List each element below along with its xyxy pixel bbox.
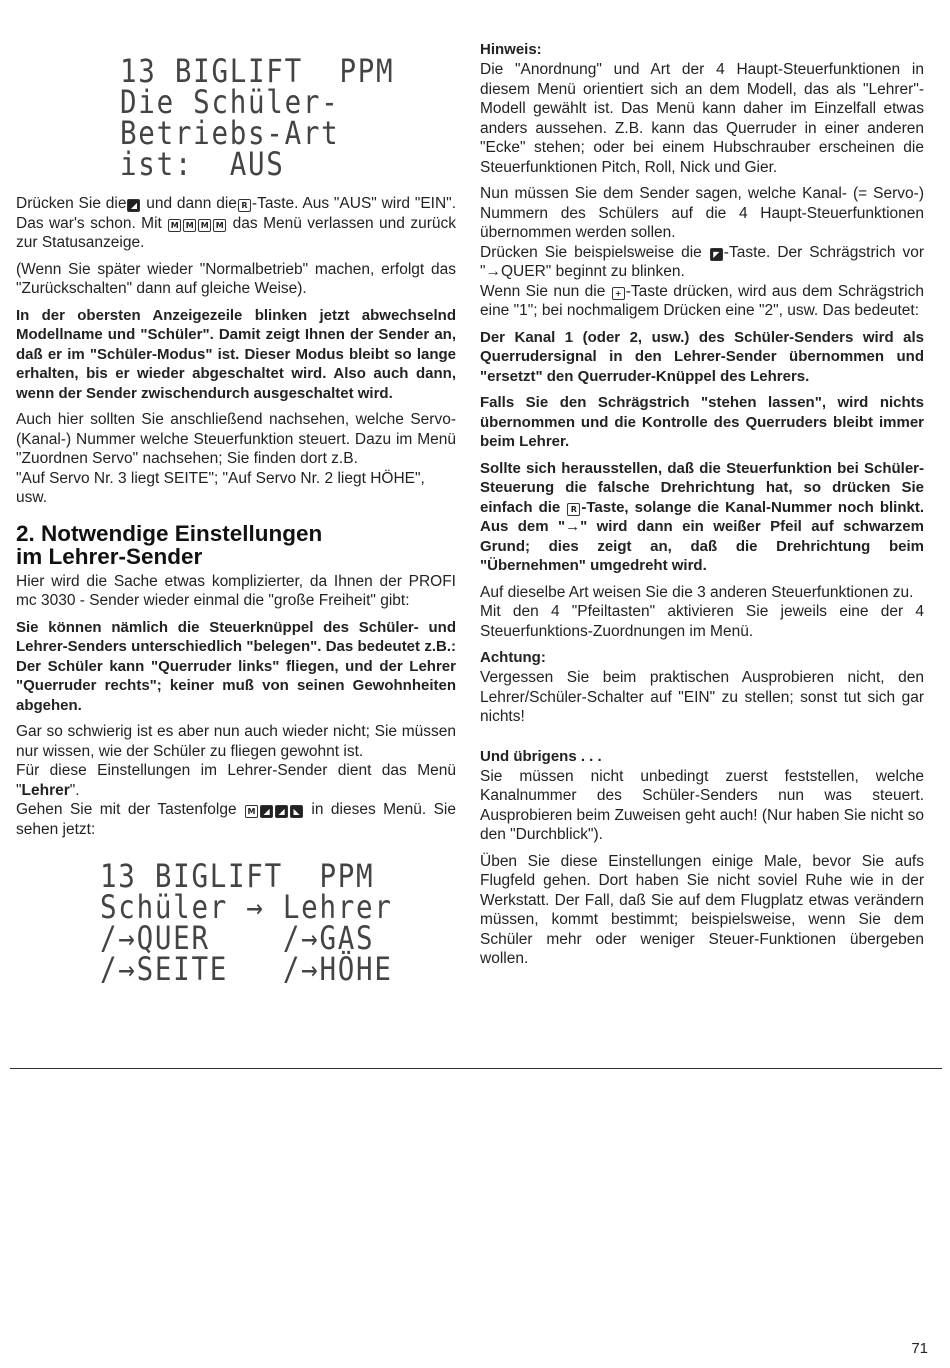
key-m-icon: M (168, 219, 181, 232)
paragraph: Drücken Sie beispielsweise die ◤ -Taste. Der Schrägstrich vor "→QUER" beginnt zu blinken. (480, 243, 924, 280)
key-m-icon: M (245, 805, 258, 818)
key-diagonal-icon: ◢ (127, 199, 140, 212)
key-plus-icon: + (612, 287, 625, 300)
key-diagonal-icon: ◤ (710, 248, 723, 261)
subheading: Hinweis: (480, 41, 542, 58)
paragraph: Wenn Sie nun die + -Taste drücken, wird aus dem Schrägstrich eine "1"; bei nochmaligem Drücken eine "2", usw. Das bedeutet: (480, 282, 924, 319)
page-number: 71 (911, 1340, 928, 1357)
key-diagonal-icon: ◢ (275, 805, 288, 818)
key-r-icon: R (238, 199, 251, 212)
footer-rule (10, 1068, 942, 1069)
paragraph-bold: Sie können nämlich die Steuerknüppel des Schüler- und Lehrer-Senders unterschiedlich "belegen". Das bedeutet z.B.: Der Schüler kann "Querruder links" fliegen, und der Lehrer "Querruder rechts"; keiner muß von seinen Gewohnheiten abgehen. (16, 618, 456, 714)
left-column (16, 40, 456, 988)
paragraph: Mit den 4 "Pfeiltasten" aktivieren Sie jeweils eine der 4 Steuerfunktions-Zuordnungen im Menü. (480, 603, 924, 640)
paragraph-bold: Der Kanal 1 (oder 2, usw.) des Schüler-Senders wird als Querrudersignal in den Lehrer-Sender übernommen und "ersetzt" den Querruder-Knüppel des Lehrers. (480, 328, 924, 385)
lcd-display-teacher-menu (100, 857, 406, 988)
subheading: Achtung: (480, 649, 546, 666)
paragraph: Auch hier sollten Sie anschließend nachsehen, welche Servo- (Kanal-) Nummer welche Steuerfunktion steuert. Dazu im Menü "Zuordnen Servo" nachsehen; Sie finden dort z.B. (16, 411, 456, 467)
paragraph: Hier wird die Sache etwas komplizierter, da Ihnen der PROFI mc 3030 - Sender wieder einmal die "große Freiheit" gibt: (16, 572, 456, 609)
key-m-icon: M (198, 219, 211, 232)
key-r-icon: R (567, 503, 580, 516)
lcd-line: 13 BIGLIFT PPM (100, 857, 375, 895)
key-m-icon: M (213, 219, 226, 232)
paragraph: Nun müssen Sie dem Sender sagen, welche Kanal- (= Servo-) Nummern des Schülers auf die 4 Haupt-Steuerfunktionen übernommen werden sollen. (480, 185, 924, 241)
paragraph-bold: In der obersten Anzeigezeile blinken jetzt abwechselnd Modellname und "Schüler". Damit zeigt Ihnen der Sender an, daß er im "Schüler-Modus" ist. Dieser Modus bleibt so lange erhalten, bis er wieder abgeschaltet wird. Also auch dann, wenn der Sender zwischendurch ausgeschaltet wird. (16, 306, 456, 402)
paragraph: "Auf Servo Nr. 3 liegt SEITE"; "Auf Servo Nr. 2 liegt HÖHE", usw. (16, 469, 425, 506)
key-diagonal-icon: ◣ (290, 805, 303, 818)
key-diagonal-icon: ◢ (260, 805, 273, 818)
lcd-line: /→QUER /→GAS (100, 919, 375, 957)
right-column (480, 40, 924, 976)
paragraph-bold: Sollte sich herausstellen, daß die Steuerfunktion bei Schüler-Steuerung die falsche Drehrichtung hat, so drücken Sie einfach die R -Taste, solange die Kanal-Nummer noch blinkt. Aus dem "→" wird dann ein weißer Pfeil auf schwarzem Grund; dies zeigt an, daß die Drehrichtung beim "Übernehmen" umgedreht wird. (480, 459, 924, 574)
paragraph: Die "Anordnung" und Art der 4 Haupt-Steuerfunktionen in diesem Menü orientiert sich an dem Modell, das als "Lehrer"-Modell gewählt ist. Das Menü kann daher im Einzelfall etwas anders aussehen. Z.B. kann das Querruder in einer anderen "Ecke" stehen; oder bei einem Hubschrauber erscheinen die Steuerfunktionen Pitch, Roll, Nick und Gier. (480, 61, 924, 176)
paragraph: Gehen Sie mit der Tastenfolge M ◢ ◢ ◣ in dieses Menü. Sie sehen jetzt: (16, 801, 456, 838)
lcd-line: ist: AUS (120, 145, 285, 183)
paragraph: Gar so schwierig ist es aber nun auch wieder nicht; Sie müssen nur wissen, wie der Schüler zu fliegen gewohnt ist. (16, 723, 456, 760)
subheading: Und übrigens . . . (480, 747, 602, 765)
lcd-line: Schüler → Lehrer (100, 888, 393, 926)
section-heading: 2. Notwendige Einstellungen im Lehrer-Sender (16, 520, 323, 569)
paragraph: Üben Sie diese Einstellungen einige Male, bevor Sie aufs Flugfeld gehen. Dort haben Sie nicht soviel Ruhe wie in der Werkstatt. Der Fall, daß Sie auf dem Flugplatz etwas verändern müssen, kommt bestimmt; beispielsweise, wenn Sie dem Schüler mehr oder weniger Steuer-Funktionen übergeben wollen. (480, 852, 924, 967)
paragraph: Sie müssen nicht unbedingt zuerst feststellen, welche Kanalnummer des Schüler-Senders nun was steuert. Ausprobieren beim Zuweisen geht auch! (Nur haben Sie nicht so den "Durchblick"). (480, 767, 924, 843)
lcd-line: /→SEITE /→HÖHE (100, 950, 393, 988)
lcd-line: 13 BIGLIFT PPM (120, 52, 395, 90)
paragraph: Auf dieselbe Art weisen Sie die 3 anderen Steuerfunktionen zu. (480, 583, 914, 601)
paragraph: Vergessen Sie beim praktischen Ausprobieren nicht, den Lehrer/Schüler-Schalter auf "EIN" zu stellen; sonst tut sich gar nichts! (480, 669, 924, 725)
lcd-display-student-mode (120, 52, 409, 183)
paragraph: (Wenn Sie später wieder "Normalbetrieb" machen, erfolgt das "Zurückschalten" dann auf gleiche Weise). (16, 260, 456, 297)
paragraph: Für diese Einstellungen im Lehrer-Sender dient das Menü "Lehrer". (16, 762, 456, 799)
key-m-icon: M (183, 219, 196, 232)
lcd-line: Betriebs-Art (120, 114, 340, 152)
paragraph: Drücken Sie die ◢ und dann die R -Taste. Aus "AUS" wird "EIN". Das war's schon. Mit M M M M das Menü verlassen und zurück zur Statusanzeige. (16, 195, 456, 251)
lcd-line: Die Schüler- (120, 83, 340, 121)
paragraph-bold: Falls Sie den Schrägstrich "stehen lassen", wird nichts übernommen und die Kontrolle des Querruders bleibt immer beim Lehrer. (480, 394, 924, 450)
